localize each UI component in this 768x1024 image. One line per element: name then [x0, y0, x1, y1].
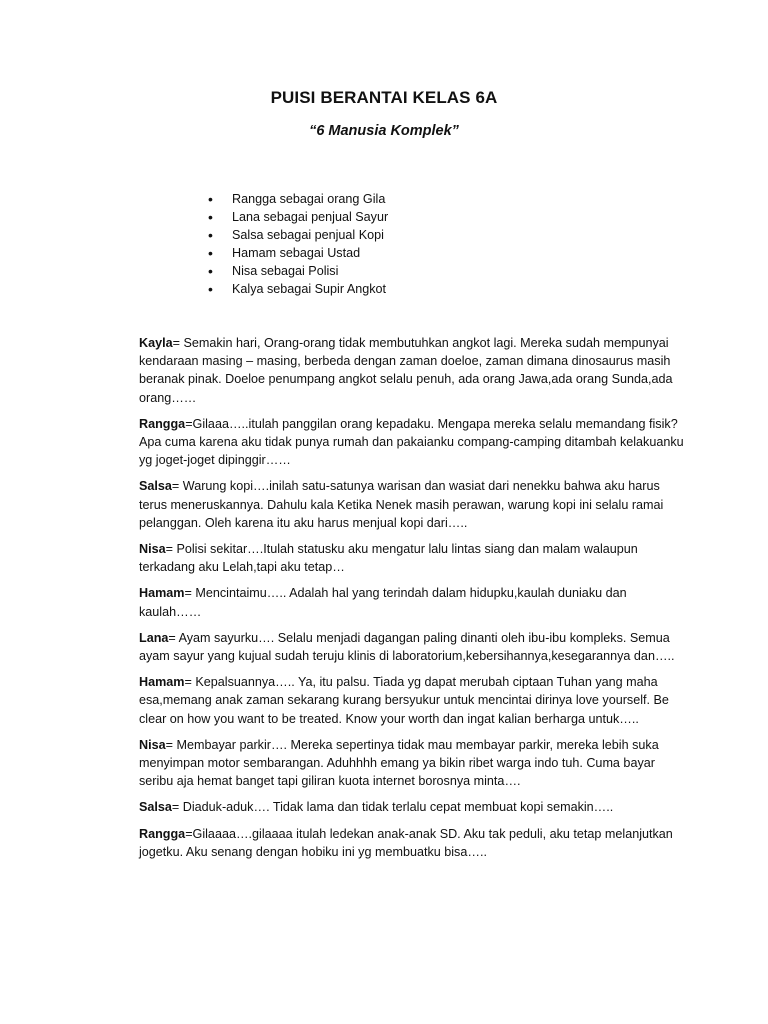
- cast-item: • Lana sebagai penjual Sayur: [204, 208, 388, 226]
- speaker-name: Salsa: [139, 800, 172, 815]
- speaker-name: Hamam: [139, 586, 185, 601]
- dialogue-text: = Ayam sayurku…. Selalu menjadi dagangan paling dinanti oleh ibu-ibu kompleks. Semua ayam sayur yang kujual sudah teruju klinis di laboratorium,kebersihannya,kesegarannya dan…..: [139, 630, 675, 664]
- dialogue-line: [139, 334, 687, 407]
- speaker-name: Salsa: [139, 479, 172, 494]
- dialogue-text: =Gilaaa…..itulah panggilan orang kepadaku. Mengapa mereka selalu memandang fisik? Apa cuma karena aku tidak punya rumah dan pakaianku compang-camping ditambah kelakuanku yg joget-joget dipinggir……: [139, 416, 684, 468]
- speaker-name: Nisa: [139, 542, 166, 557]
- dialogue-line: [139, 629, 687, 665]
- speaker-name: Rangga: [139, 826, 186, 841]
- dialogue-line: [139, 477, 687, 532]
- cast-item: • Salsa sebagai penjual Kopi: [204, 226, 388, 244]
- speaker-name: Hamam: [139, 675, 185, 690]
- speaker-name: Kayla: [139, 336, 173, 350]
- dialogue-text: =Gilaaaa….gilaaaa itulah ledekan anak-anak SD. Aku tak peduli, aku tetap melanjutkan jogetku. Aku senang dengan hobiku ini yg membuatku bisa…..: [139, 826, 673, 859]
- cast-list: [204, 190, 388, 298]
- cast-item: • Rangga sebagai orang Gila: [204, 190, 388, 208]
- dialogue-line: [139, 540, 687, 576]
- dialogue-text: = Diaduk-aduk…. Tidak lama dan tidak terlalu cepat membuat kopi semakin…..: [171, 800, 614, 815]
- cast-item: • Kalya sebagai Supir Angkot: [204, 280, 388, 298]
- cast-item: • Nisa sebagai Polisi: [204, 262, 388, 280]
- cast-item: • Hamam sebagai Ustad: [204, 244, 388, 262]
- speaker-name: Lana: [139, 630, 169, 645]
- speaker-name: Nisa: [139, 737, 166, 752]
- dialogue-text: = Membayar parkir…. Mereka sepertinya tidak mau membayar parkir, mereka lebih suka menyimpan motor sembarangan. Aduhhhh emang ya bikin ribet warga indo tuh. Cuma bayar seribu aja hemat banget tapi giliran kuota internet borosnya minta….: [139, 737, 659, 789]
- dialogue-section: [139, 334, 687, 869]
- dialogue-text: = Semakin hari, Orang-orang tidak membutuhkan angkot lagi. Mereka sudah mempunyai kendaraan masing – masing, berbeda dengan zaman doeloe, zaman dimana dinosaurus masih beranak pinak. Doeloe penumpang angkot selalu penuh, ada orang Jawa,ada orang Sunda,ada orang……: [139, 336, 673, 405]
- dialogue-text: = Mencintaimu….. Adalah hal yang terindah dalam hidupku,kaulah duniaku dan kaulah……: [139, 586, 627, 619]
- speaker-name: Rangga: [139, 416, 186, 431]
- dialogue-text: = Polisi sekitar….Itulah statusku aku mengatur lalu lintas siang dan malam walaupun terkadang aku Lelah,tapi aku tetap…: [139, 542, 638, 575]
- dialogue-line: [139, 584, 687, 620]
- dialogue-line: [139, 825, 687, 861]
- dialogue-line: [139, 736, 687, 791]
- dialogue-text: = Kepalsuannya….. Ya, itu palsu. Tiada yg dapat merubah ciptaan Tuhan yang maha esa,memang anak zaman sekarang kurang bersyukur untuk mencintai dirinya love yourself. Be clear on how you want to be treated. Know your worth dan ingat kalian berharga untuk…..: [139, 675, 669, 726]
- dialogue-line: [139, 798, 687, 816]
- document-subtitle: “6 Manusia Komplek”: [309, 123, 459, 139]
- dialogue-line: [139, 673, 687, 728]
- dialogue-line: [139, 415, 687, 470]
- document-title: PUISI BERANTAI KELAS 6A: [270, 88, 498, 107]
- dialogue-text: = Warung kopi….inilah satu-satunya warisan dan wasiat dari nenekku bahwa aku harus terus meneruskannya. Dahulu kala Ketika Nenek masih perawan, warung kopi ini selalu ramai pelanggan. Oleh karena itu aku harus menjual kopi dari…..: [139, 479, 664, 530]
